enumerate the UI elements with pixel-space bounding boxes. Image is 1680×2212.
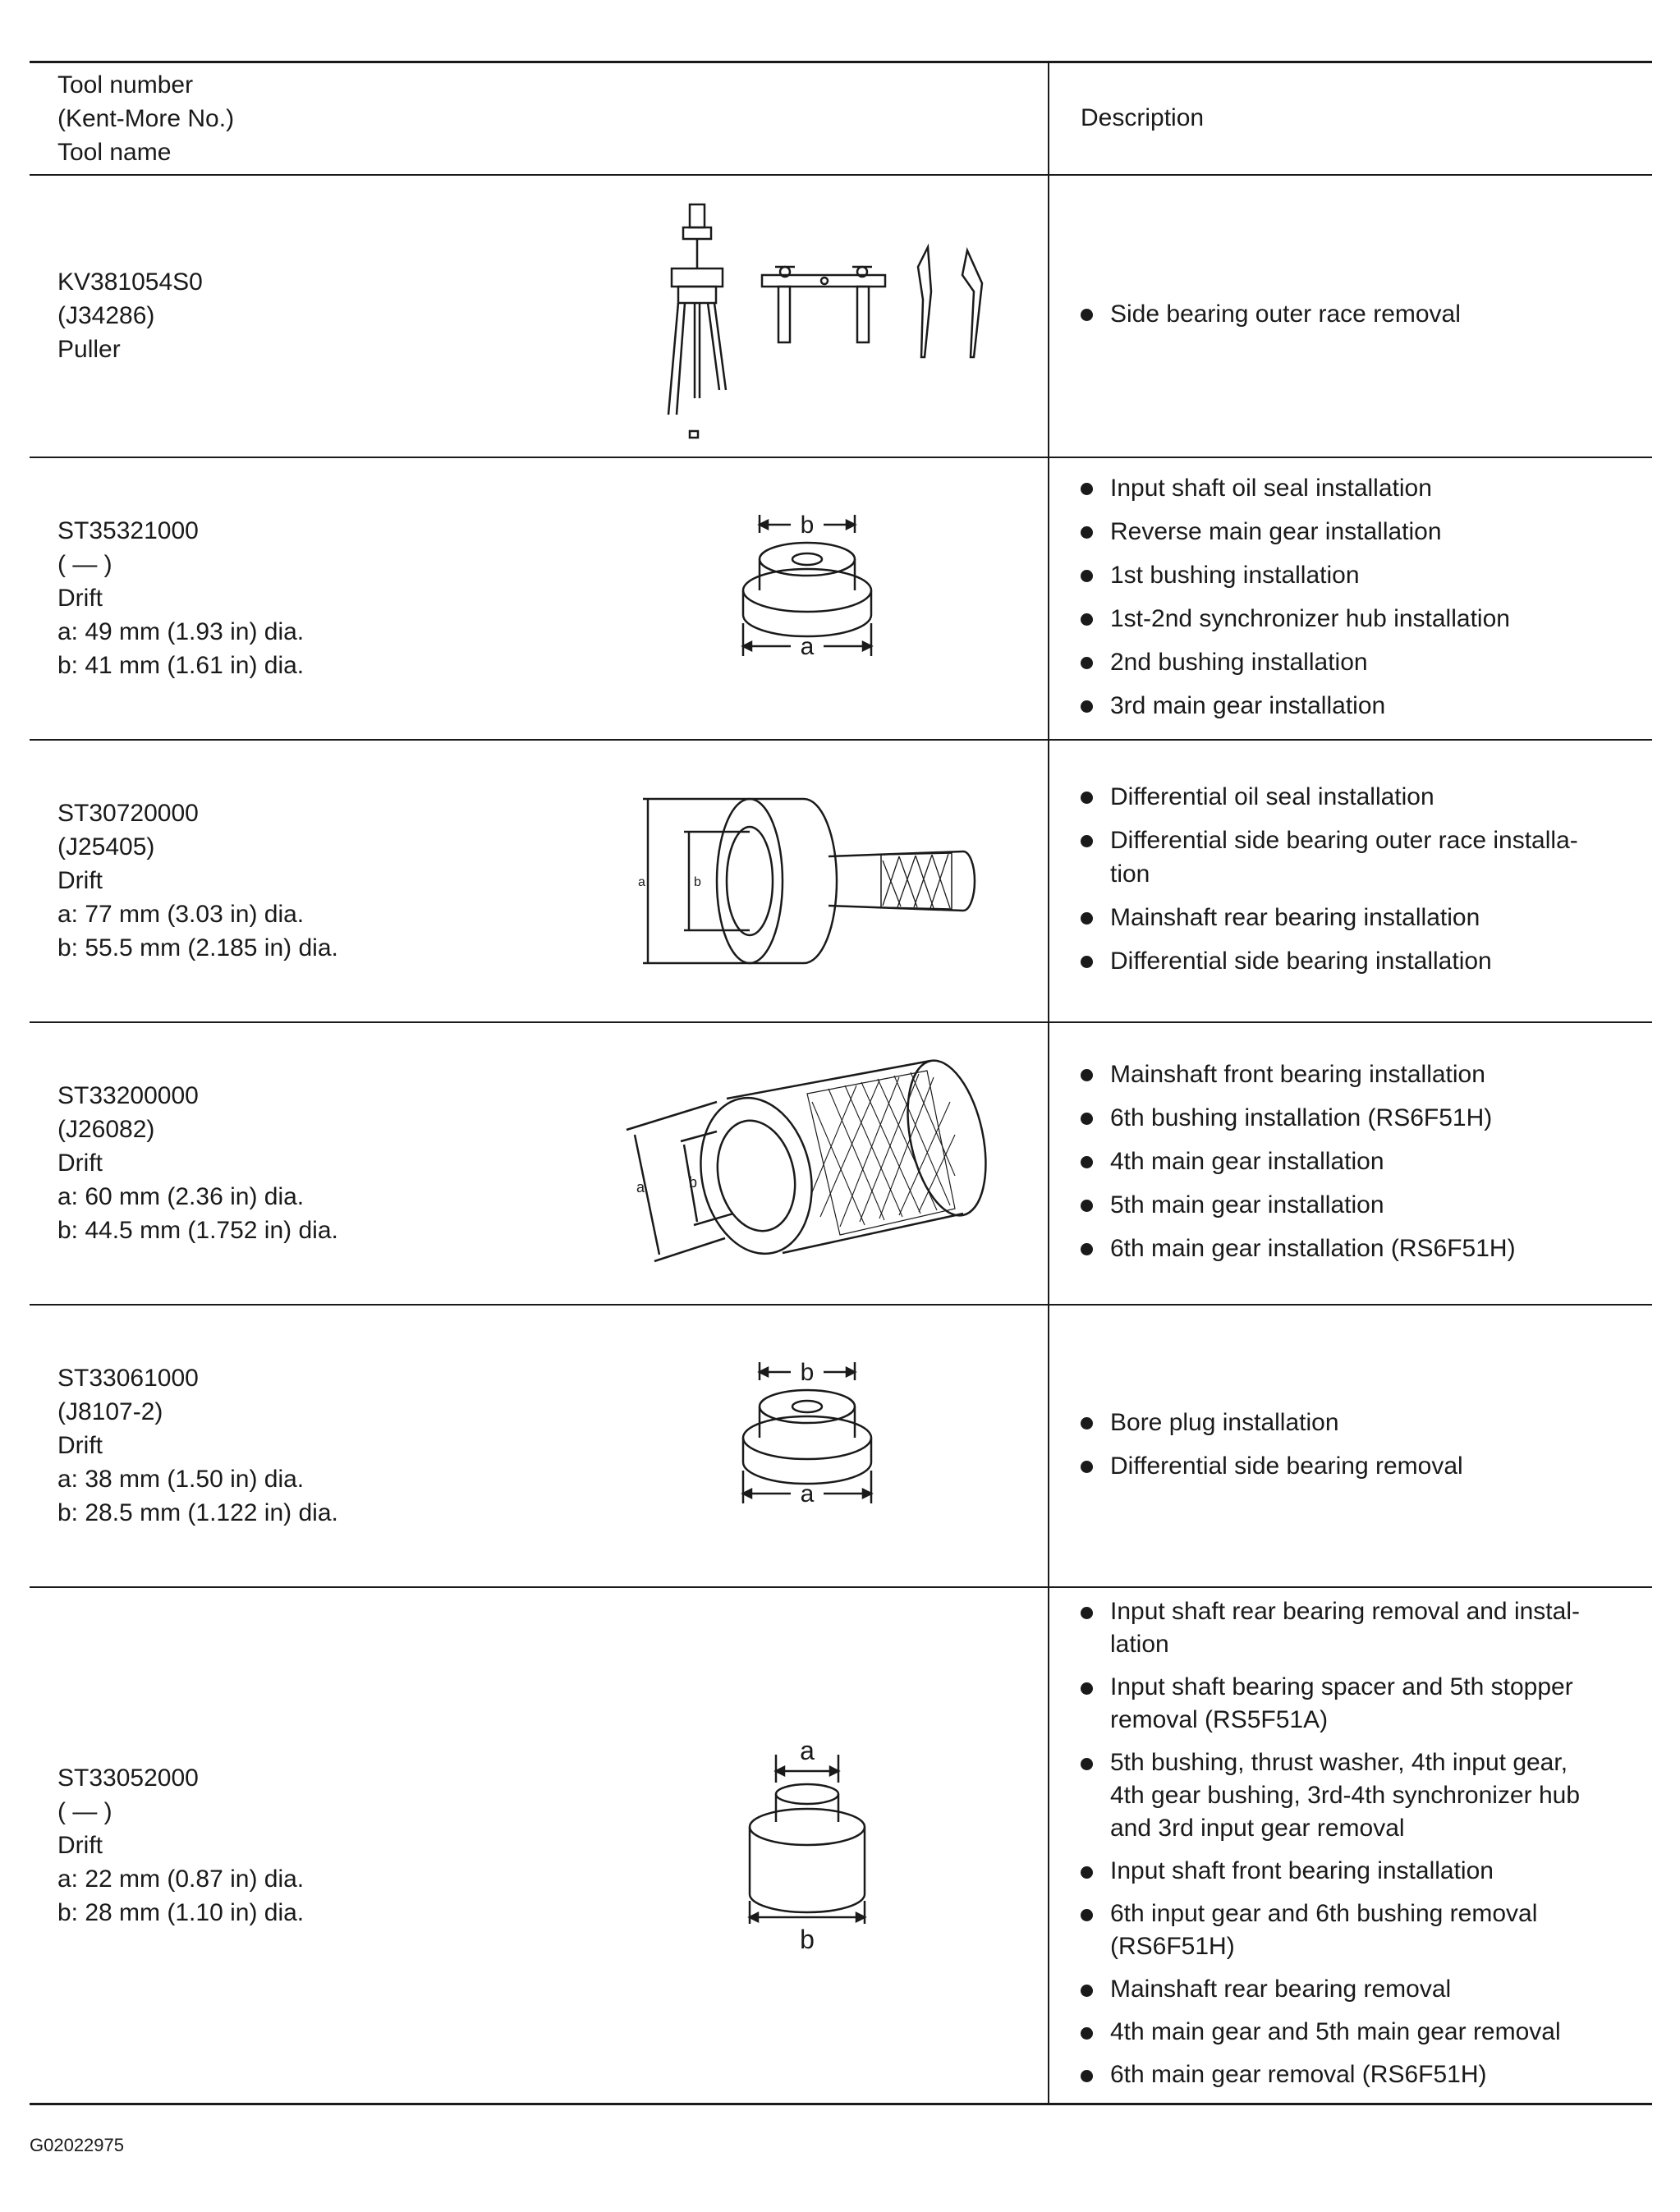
kent-more-number: (J8107-2) (57, 1398, 163, 1425)
list-item: 2nd bushing installation (1081, 645, 1627, 679)
dimension-a: a: 38 mm (1.50 in) dia. (57, 1466, 305, 1493)
description-list (1081, 297, 1627, 331)
list-item: Side bearing outer race removal (1081, 297, 1627, 331)
dimension-b: b: 55.5 mm (2.185 in) dia. (57, 934, 338, 961)
description-list (1081, 1406, 1627, 1483)
table-row (30, 1305, 1652, 1587)
tool-name: Drift (57, 1432, 103, 1459)
tool-name: Drift (57, 1150, 103, 1177)
tool-info (30, 514, 567, 682)
kent-more-number: ( — ) (57, 551, 112, 578)
dim-label-a: a (638, 874, 645, 889)
tool-number: ST35321000 (57, 517, 199, 544)
list-item: Input shaft front bearing installation (1081, 1855, 1627, 1888)
tool-number: ST33052000 (57, 1764, 199, 1792)
tool-name: Puller (57, 336, 121, 363)
dim-label-b: b (800, 1358, 815, 1386)
list-item: Input shaft bearing spacer and 5th stopper removal (RS5F51A) (1081, 1671, 1627, 1737)
dimension-b: b: 41 mm (1.61 in) dia. (57, 652, 305, 679)
table-row (30, 457, 1652, 740)
tool-info (30, 1761, 567, 1930)
tool-info (30, 1079, 567, 1247)
description-list (1081, 1058, 1627, 1265)
figure-code: G02022975 (30, 2135, 124, 2155)
header-tool-name: Tool name (57, 138, 172, 166)
tool-name: Drift (57, 585, 103, 612)
list-item: 6th main gear removal (RS6F51H) (1081, 2058, 1627, 2091)
list-item: Mainshaft rear bearing removal (1081, 1973, 1627, 2006)
header-description: Description (1081, 104, 1205, 132)
drift-handle-figure (567, 782, 1048, 980)
dim-label-a: a (636, 1178, 645, 1195)
special-tools-table (30, 61, 1652, 2105)
list-item: 5th bushing, thrust washer, 4th input gear, 4th gear bushing, 3rd-4th synchronizer hub and 3rd input gear removal (1081, 1746, 1627, 1845)
list-item: 6th input gear and 6th bushing removal (RS6F51H) (1081, 1898, 1627, 1963)
list-item: Input shaft rear bearing removal and instal- lation (1081, 1595, 1627, 1661)
table-header-row (30, 62, 1652, 175)
tool-number: ST33200000 (57, 1082, 199, 1109)
kent-more-number: (J34286) (57, 302, 155, 329)
list-item: Mainshaft rear bearing installation (1081, 901, 1627, 934)
header-kent-more: (Kent-More No.) (57, 104, 235, 132)
tool-info (30, 265, 567, 366)
list-item: Input shaft oil seal installation (1081, 471, 1627, 505)
header-tool-number: Tool number (57, 71, 194, 99)
kent-more-number: (J25405) (57, 833, 155, 860)
table-row (30, 175, 1652, 457)
dimension-a: a: 60 mm (2.36 in) dia. (57, 1183, 305, 1210)
dim-label-b: b (689, 1173, 698, 1191)
description-list (1081, 1595, 1627, 2091)
dim-label-a: a (800, 1480, 815, 1508)
tool-info (30, 796, 567, 965)
header-tool-cell (30, 62, 1049, 175)
list-item: 3rd main gear installation (1081, 689, 1627, 723)
list-item: Differential side bearing installation (1081, 944, 1627, 978)
list-item: 4th main gear installation (1081, 1145, 1627, 1178)
dimension-a: a: 49 mm (1.93 in) dia. (57, 618, 305, 645)
dimension-b: b: 28 mm (1.10 in) dia. (57, 1898, 305, 1926)
tool-name: Drift (57, 1831, 103, 1859)
description-list (1081, 471, 1627, 723)
list-item: 6th bushing installation (RS6F51H) (1081, 1101, 1627, 1135)
drift-small-figure (567, 1347, 1048, 1544)
drift-small-figure (567, 500, 1048, 697)
table-row (30, 1587, 1652, 2104)
kent-more-number: ( — ) (57, 1797, 112, 1825)
dimension-a: a: 22 mm (0.87 in) dia. (57, 1865, 305, 1893)
dimension-a: a: 77 mm (3.03 in) dia. (57, 901, 305, 928)
puller-figure (567, 193, 1048, 439)
list-item: Bore plug installation (1081, 1406, 1627, 1439)
dimension-b: b: 28.5 mm (1.122 in) dia. (57, 1499, 338, 1526)
tool-number: KV381054S0 (57, 268, 203, 296)
list-item: 4th main gear and 5th main gear removal (1081, 2016, 1627, 2049)
list-item: Differential side bearing removal (1081, 1449, 1627, 1483)
table-row (30, 1022, 1652, 1305)
dimension-b: b: 44.5 mm (1.752 in) dia. (57, 1217, 338, 1244)
tool-name: Drift (57, 867, 103, 894)
list-item: Mainshaft front bearing installation (1081, 1058, 1627, 1091)
table-row (30, 740, 1652, 1022)
list-item: Differential side bearing outer race installa- tion (1081, 824, 1627, 891)
dim-label-b: b (800, 511, 815, 539)
list-item: 5th main gear installation (1081, 1188, 1627, 1222)
list-item: Reverse main gear installation (1081, 515, 1627, 548)
list-item: 1st bushing installation (1081, 558, 1627, 592)
drift-stepped-figure (567, 1730, 1048, 1960)
kent-more-number: (J26082) (57, 1116, 155, 1143)
drift-knurled-figure (567, 1053, 1048, 1274)
list-item: 6th main gear installation (RS6F51H) (1081, 1232, 1627, 1265)
tool-number: ST30720000 (57, 800, 199, 827)
list-item: Differential oil seal installation (1081, 780, 1627, 814)
tool-number: ST33061000 (57, 1365, 199, 1392)
tool-info (30, 1361, 567, 1530)
description-list (1081, 780, 1627, 978)
list-item: 1st-2nd synchronizer hub installation (1081, 602, 1627, 636)
dim-label-b: b (800, 1925, 815, 1955)
dim-label-b: b (694, 874, 701, 889)
dim-label-a: a (800, 1736, 815, 1766)
header-description-cell (1049, 62, 1652, 175)
dim-label-a: a (800, 632, 815, 660)
